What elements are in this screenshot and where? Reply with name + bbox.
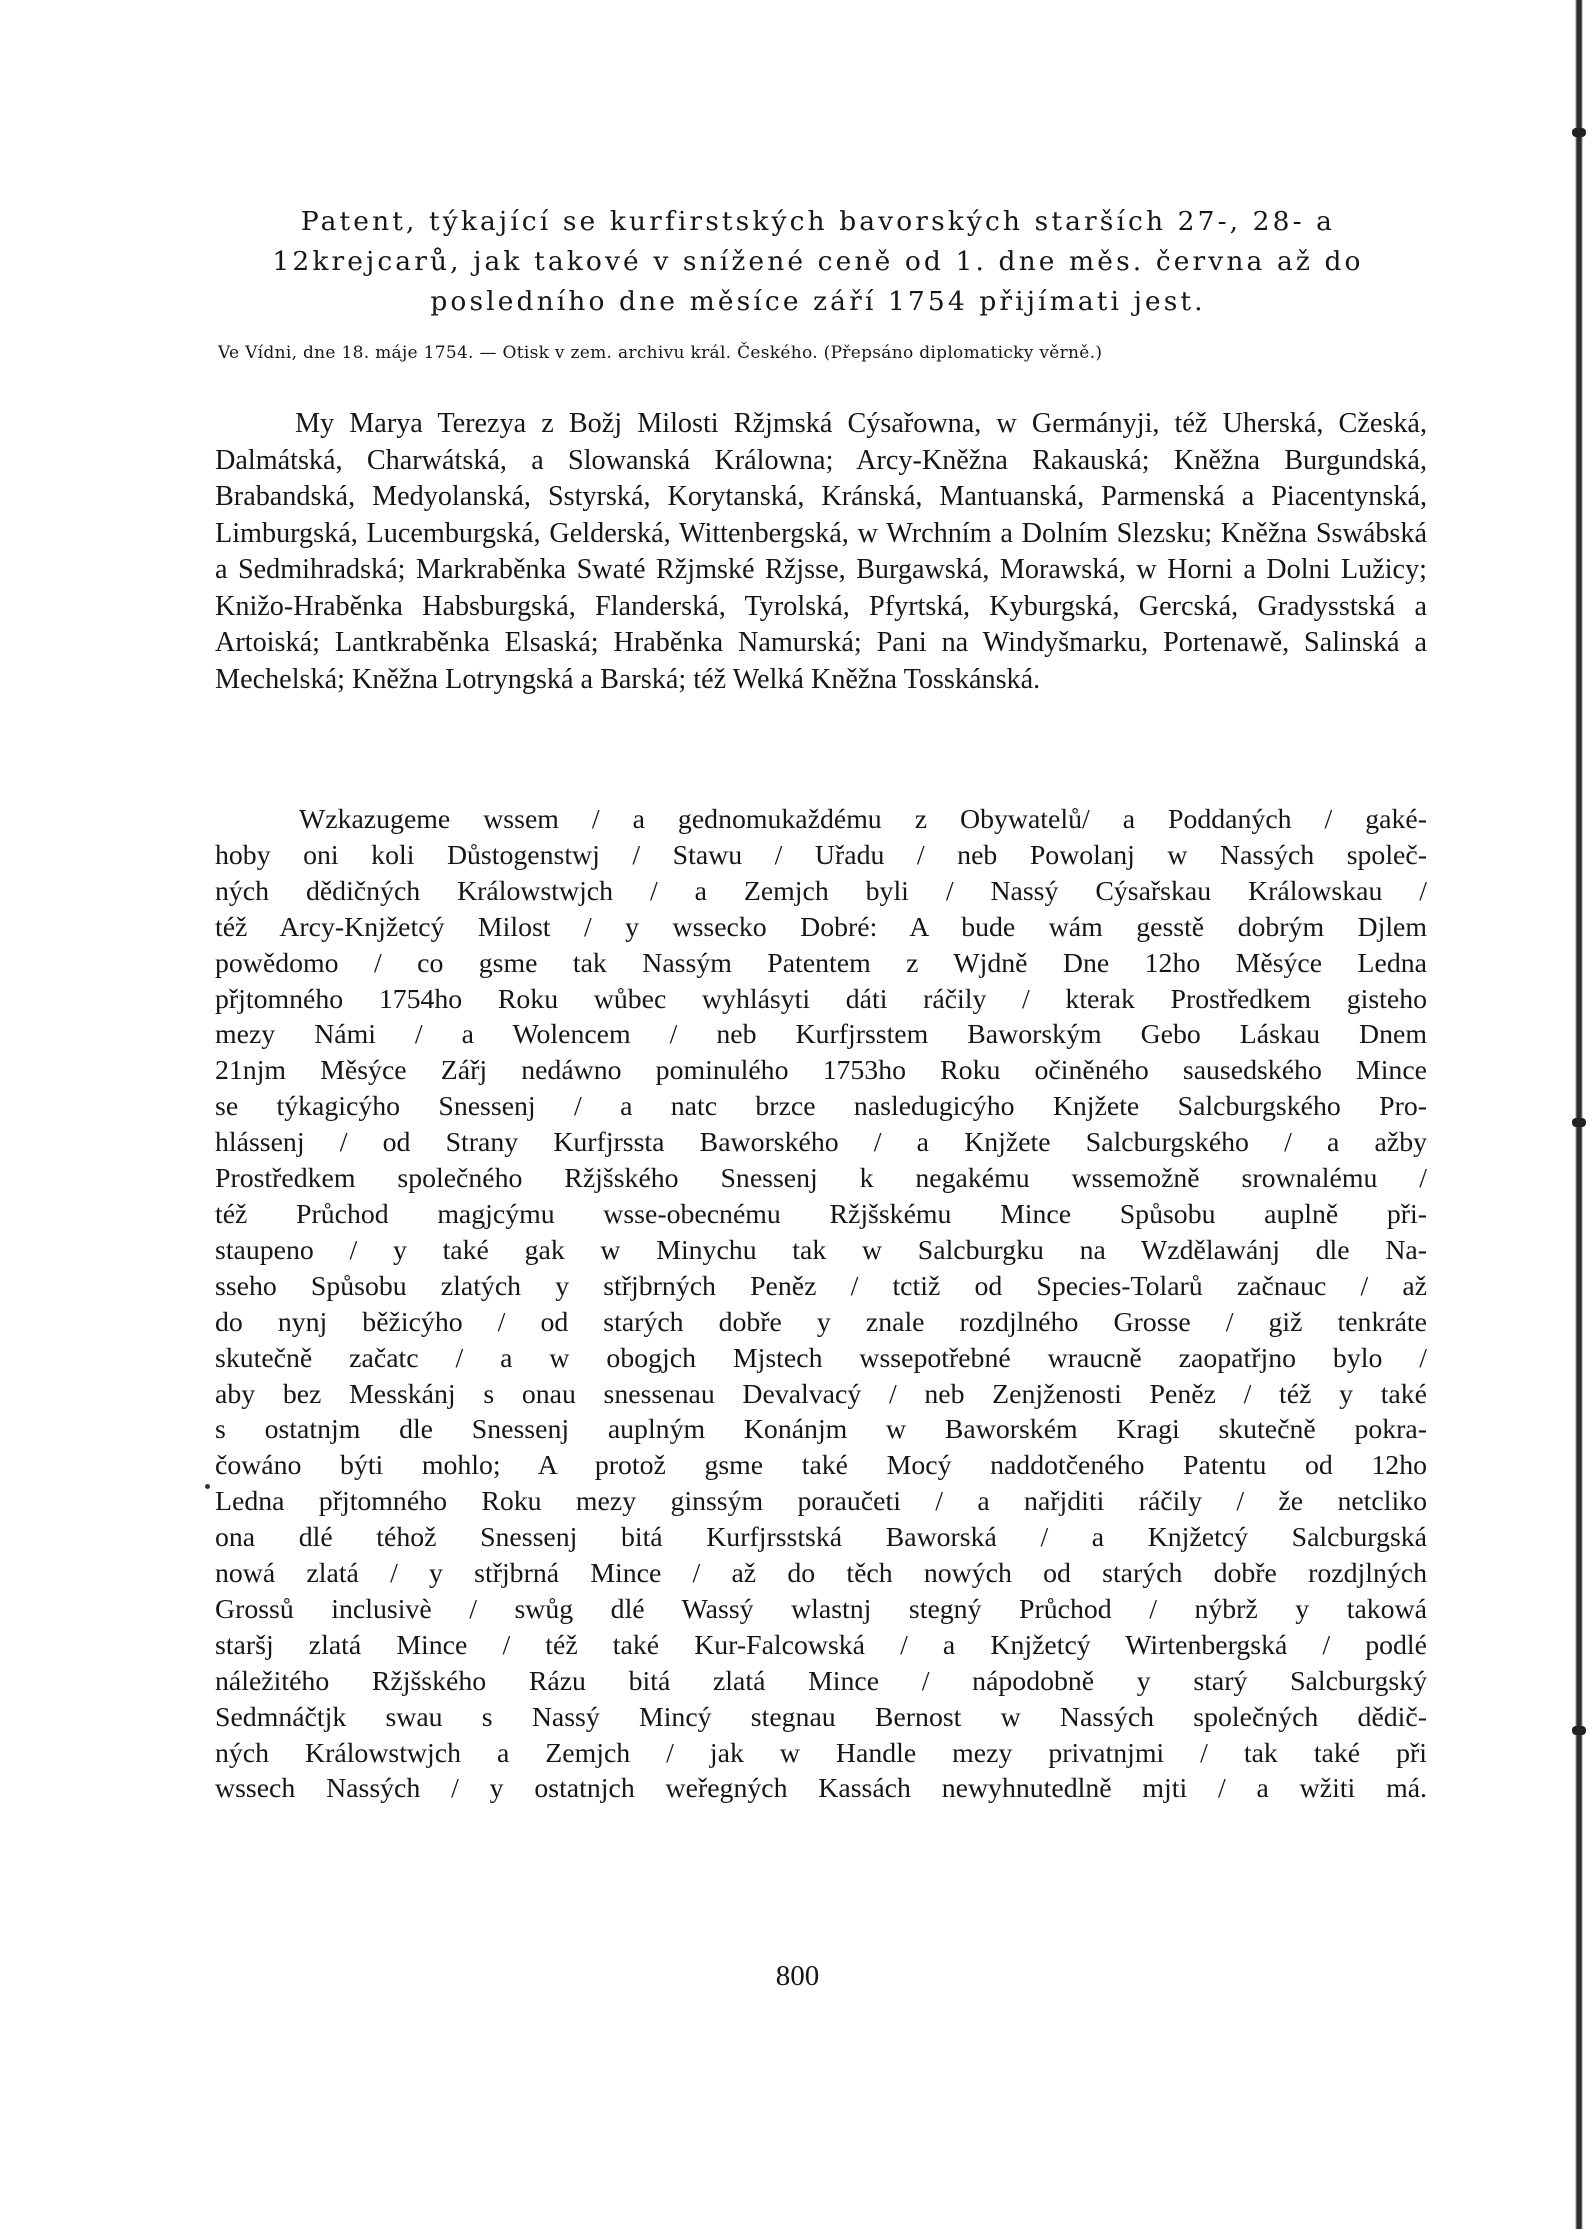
decree-line: ných dědičných Králowstwjch / a Zemjch byli / Nassý Cýsařskau Králowskau / [215, 875, 1427, 907]
decree-line: aby bez Messkánj s onau snessenau Devalvacý / neb Zenjženosti Peněz / též y také [215, 1378, 1427, 1410]
document-body [215, 406, 1427, 1805]
decree-line: skutečně začatc / a w obogjch Mjstech wssepotřebné wraucně zaopatřjno bylo / [215, 1342, 1427, 1374]
paragraph-decree [215, 802, 1427, 1807]
decree-line: staupeno / y také gak w Minychu tak w Salcburgku na Wzdělawánj dle Na- [215, 1234, 1427, 1266]
decree-line: též Průchod magjcýmu wsse-obecnému Ržjšskému Mince Spůsobu auplně při- [215, 1198, 1427, 1230]
decree-line: přjtomného 1754ho Roku wůbec wyhlásyti dáti ráčily / kterak Prostředkem gisteho [215, 983, 1427, 1015]
decree-line: staršj zlatá Mince / též také Kur-Falcowská / a Knjžetcý Wirtenbergská / podlé [215, 1629, 1427, 1661]
decree-line: do nynj běžicýho / od starých dobře y znale rozdjlného Grosse / giž tenkráte [215, 1306, 1427, 1338]
decree-line: Sedmnáčtjk swau s Nassý Mincý stegnau Bernost w Nassých společných dědič- [215, 1701, 1427, 1733]
decree-line: Grossů inclusivè / swůg dlé Wassý wlastnj stegný Průchod / nýbrž y takowá [215, 1593, 1427, 1625]
decree-line: sseho Spůsobu zlatých y střjbrných Peněz / tctiž od Species-Tolarů začnauc / až [215, 1270, 1427, 1302]
paragraph-titles [215, 406, 1427, 698]
decree-line: mezy Námi / a Wolencem / neb Kurfjrsstem Baworským Gebo Láskau Dnem [215, 1019, 1427, 1051]
decree-line: se týkagicýho Snessenj / a natc brzce nasledugicýho Knjžete Salcburgského Pro- [215, 1091, 1427, 1123]
decree-line: wssech Nassých / y ostatnjch weřegných Kassách newyhnutedlně mjti / a wžiti má. [215, 1773, 1427, 1805]
decree-line: nowá zlatá / y střjbrná Mince / až do těch nowých od starých dobře rozdjlných [215, 1558, 1427, 1590]
decree-line: též Arcy-Knjžetcý Milost / y wssecko Dobré: A bude wám gesstě dobrým Djlem [215, 911, 1427, 943]
decree-line: s ostatnjm dle Snessenj auplným Konánjm w Baworském Kragi skutečně pokra- [215, 1414, 1427, 1446]
page-edge-shadow [1569, 0, 1595, 2229]
paragraph-1-text: My Marya Terezya z Božj Milosti Ržjmská Cýsařowna, w Germányji, též Uherská, Cžeská, Dalmátská, Charwátská, a Slowanská Králowna; Arcy-Kněžna Rakauská; Kněžna Burgundská, Brabandská, Medyolanská, Sstyrská, Korytanská, Kránská, Mantuanská, Parmenská a Piacentynská, Limburgská, Lucemburgská, Gelderská, Wittenbergská, w Wrchním a Dolním Slezsku; Kněžna Sswábská a Sedmihradská; Markraběnka Swaté Ržjmské Ržjsse, Burgawská, Morawská, w Horni a Dolni Lužicy; Knižo-Hraběnka Habsburgská, Flanderská, Tyrolská, Pfyrtská, Kyburgská, Gercská, Gradysstská a Artoiská; Lantkraběnka Elsaská; Hraběnka Namurská; Pani na Windyšmarku, Portenawě, Salinská a Mechelská; Kněžna Lotryngská a Barská; též Welká Kněžna Tosskánská. [215, 408, 1427, 695]
edge-mark [1572, 128, 1586, 137]
decree-line: Prostředkem společného Ržjšského Snessenj k negakému wssemožně srownalému / [215, 1163, 1427, 1195]
decree-line: ona dlé téhož Snessenj bitá Kurfjrsstská Baworská / a Knjžetcý Salcburgská [215, 1522, 1427, 1554]
decree-line: powědomo / co gsme tak Nassým Patentem z Wjdně Dne 12ho Měsýce Ledna [215, 947, 1427, 979]
decree-line: Wzkazugeme wssem / a gednomukaždému z Obywatelů/ a Poddaných / gaké- [299, 804, 1427, 835]
decree-line: ných Králowstwjch a Zemjch / jak w Handle mezy privatnjmi / tak také při [215, 1737, 1427, 1769]
document-title: Patent, týkající se kurfirstských bavorských starších 27-, 28- a 12krejcarů, jak takové v snížené ceně od 1. dne měs. června až do posledního dne měsíce září 1754 přijímati jest. [272, 206, 1364, 317]
source-note: Ve Vídni, dne 18. máje 1754. — Otisk v zem. archivu král. Českého. (Přepsáno diplomaticky věrně.) [218, 343, 1103, 363]
ink-dot [205, 1484, 210, 1489]
decree-line: 21njm Měsýce Zářj nedáwno pominulého 1753ho Roku očiněného sausedského Mince [215, 1055, 1427, 1087]
decree-line: Ledna přjtomného Roku mezy ginssým poraučeti / a nařjditi ráčily / že netcliko [215, 1486, 1427, 1518]
decree-line: čowáno býti mohlo; A protož gsme také Mocý naddotčeného Patentu od 12ho [215, 1450, 1427, 1482]
page-number: 800 [775, 1960, 820, 1992]
edge-mark [1572, 1118, 1586, 1127]
decree-line: náležitého Ržjšského Rázu bitá zlatá Mince / nápodobně y starý Salcburgský [215, 1665, 1427, 1697]
decree-line: hlássenj / od Strany Kurfjrssta Baworského / a Knjžete Salcburgského / a ažby [215, 1127, 1427, 1159]
decree-line: hoby oni koli Důstogenstwj / Stawu / Uřadu / neb Powolanj w Nassých společ- [215, 839, 1427, 871]
edge-mark [1572, 1726, 1586, 1735]
